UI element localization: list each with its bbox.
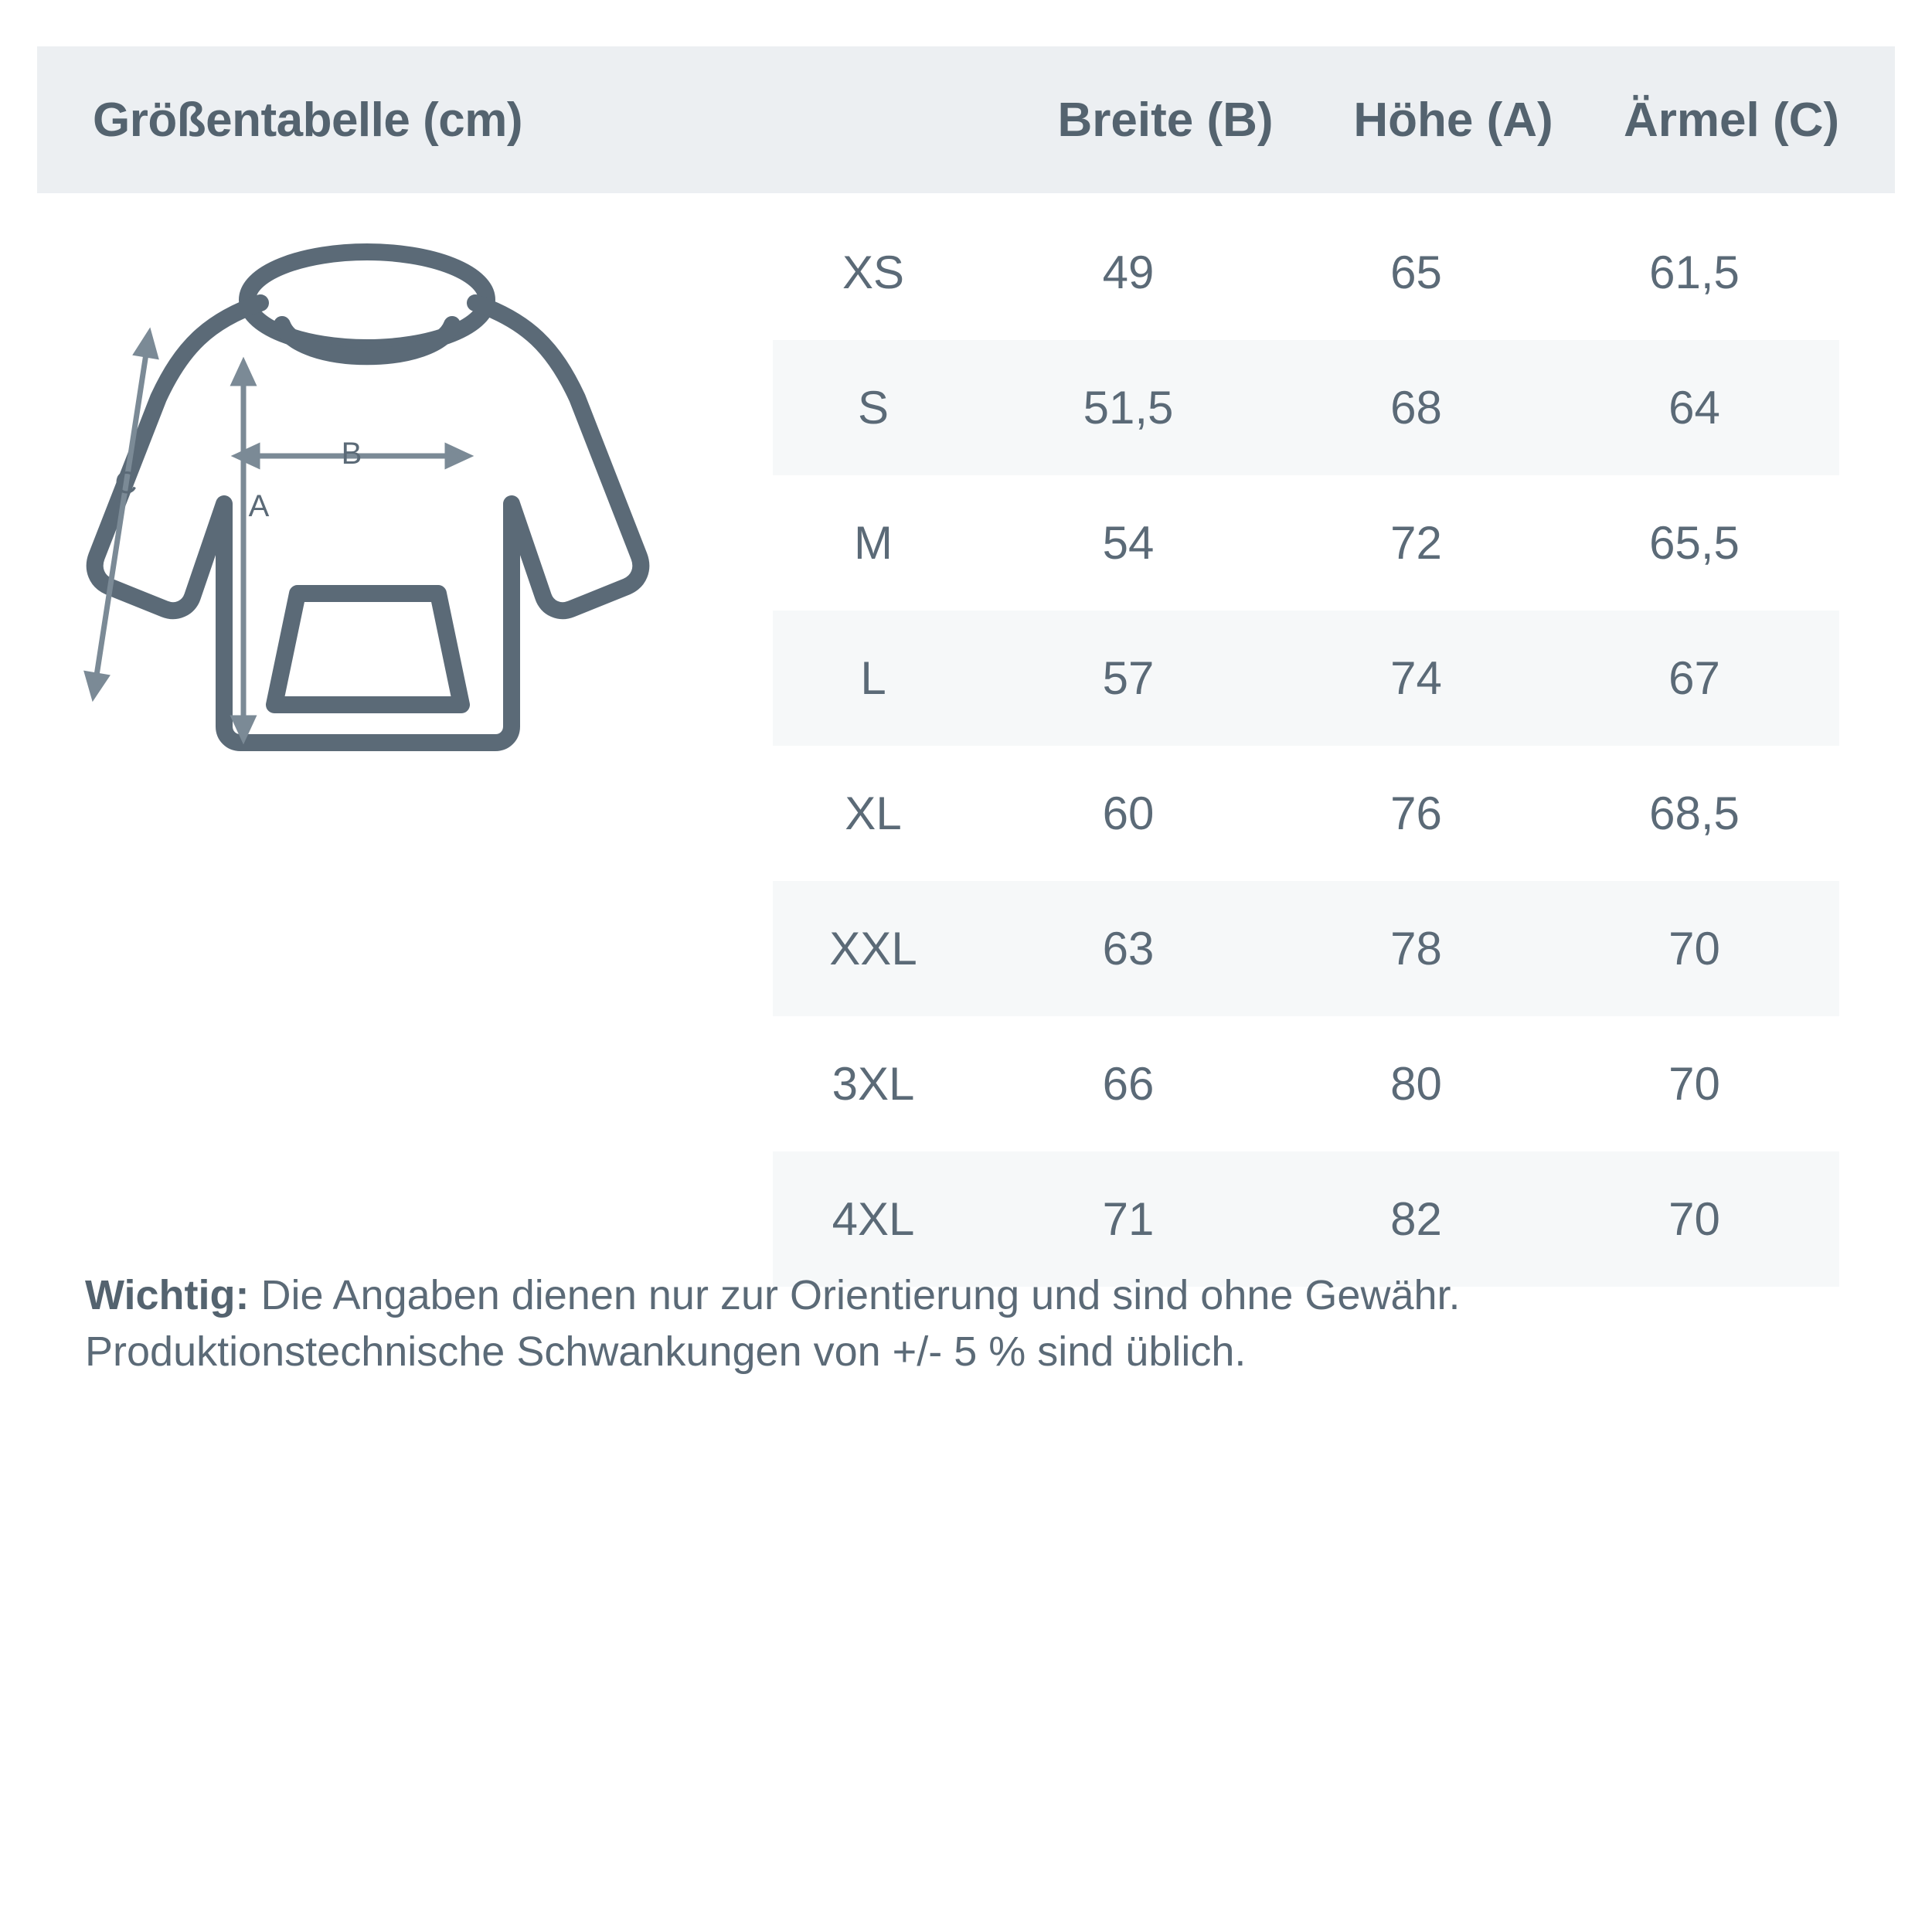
cell-size: XS bbox=[842, 247, 905, 298]
table-row bbox=[773, 475, 1839, 611]
disclaimer-label: Wichtig: bbox=[85, 1272, 250, 1318]
table-row bbox=[773, 340, 1839, 475]
cell-hoehe: 76 bbox=[1390, 787, 1442, 839]
cell-breite: 54 bbox=[1102, 517, 1155, 569]
disclaimer-text: Die Angaben dienen nur zur Orientierung und sind ohne Gewähr. Produktionstechnische Schwankungen von +/- 5 % sind üblich. bbox=[85, 1272, 1461, 1375]
table-row bbox=[773, 746, 1839, 881]
cell-hoehe: 72 bbox=[1390, 517, 1442, 569]
cell-aermel: 70 bbox=[1668, 1058, 1720, 1110]
cell-size: XL bbox=[845, 787, 902, 839]
label-width: B bbox=[341, 437, 362, 471]
cell-hoehe: 74 bbox=[1390, 652, 1442, 704]
cell-breite: 66 bbox=[1102, 1058, 1155, 1110]
cell-hoehe: 78 bbox=[1390, 923, 1442, 975]
table-row bbox=[773, 1151, 1839, 1287]
cell-breite: 60 bbox=[1102, 787, 1155, 839]
cell-aermel: 64 bbox=[1668, 382, 1720, 434]
disclaimer-note bbox=[85, 1267, 1862, 1380]
cell-hoehe: 82 bbox=[1390, 1193, 1442, 1245]
cell-hoehe: 68 bbox=[1390, 382, 1442, 434]
cell-aermel: 70 bbox=[1668, 923, 1720, 975]
hoodie-measurement-diagram bbox=[66, 232, 761, 819]
size-table bbox=[773, 205, 1839, 1287]
cell-size: 3XL bbox=[832, 1058, 915, 1110]
label-sleeve: C bbox=[114, 466, 138, 500]
column-header-aermel: Ärmel (C) bbox=[1623, 93, 1840, 147]
cell-aermel: 68,5 bbox=[1649, 787, 1740, 839]
cell-breite: 63 bbox=[1102, 923, 1155, 975]
cell-breite: 57 bbox=[1102, 652, 1155, 704]
cell-size: S bbox=[857, 382, 889, 434]
cell-breite: 51,5 bbox=[1083, 382, 1174, 434]
cell-size: 4XL bbox=[832, 1193, 915, 1245]
cell-aermel: 61,5 bbox=[1649, 247, 1740, 298]
cell-hoehe: 80 bbox=[1390, 1058, 1442, 1110]
cell-aermel: 67 bbox=[1668, 652, 1720, 704]
cell-size: M bbox=[854, 517, 893, 569]
cell-hoehe: 65 bbox=[1390, 247, 1442, 298]
cell-aermel: 65,5 bbox=[1649, 517, 1740, 569]
table-row bbox=[773, 205, 1839, 340]
column-headers bbox=[810, 93, 1876, 148]
cell-aermel: 70 bbox=[1668, 1193, 1720, 1245]
table-row bbox=[773, 881, 1839, 1016]
cell-breite: 49 bbox=[1102, 247, 1155, 298]
page-title: Größentabelle (cm) bbox=[93, 93, 522, 147]
cell-size: L bbox=[860, 652, 886, 704]
column-header-hoehe: Höhe (A) bbox=[1353, 93, 1553, 147]
table-row bbox=[773, 611, 1839, 746]
cell-size: XXL bbox=[829, 923, 917, 975]
size-chart-header bbox=[37, 46, 1895, 193]
column-header-breite: Breite (B) bbox=[1057, 93, 1274, 147]
cell-breite: 71 bbox=[1102, 1193, 1155, 1245]
label-height: A bbox=[248, 489, 270, 523]
table-row bbox=[773, 1016, 1839, 1151]
